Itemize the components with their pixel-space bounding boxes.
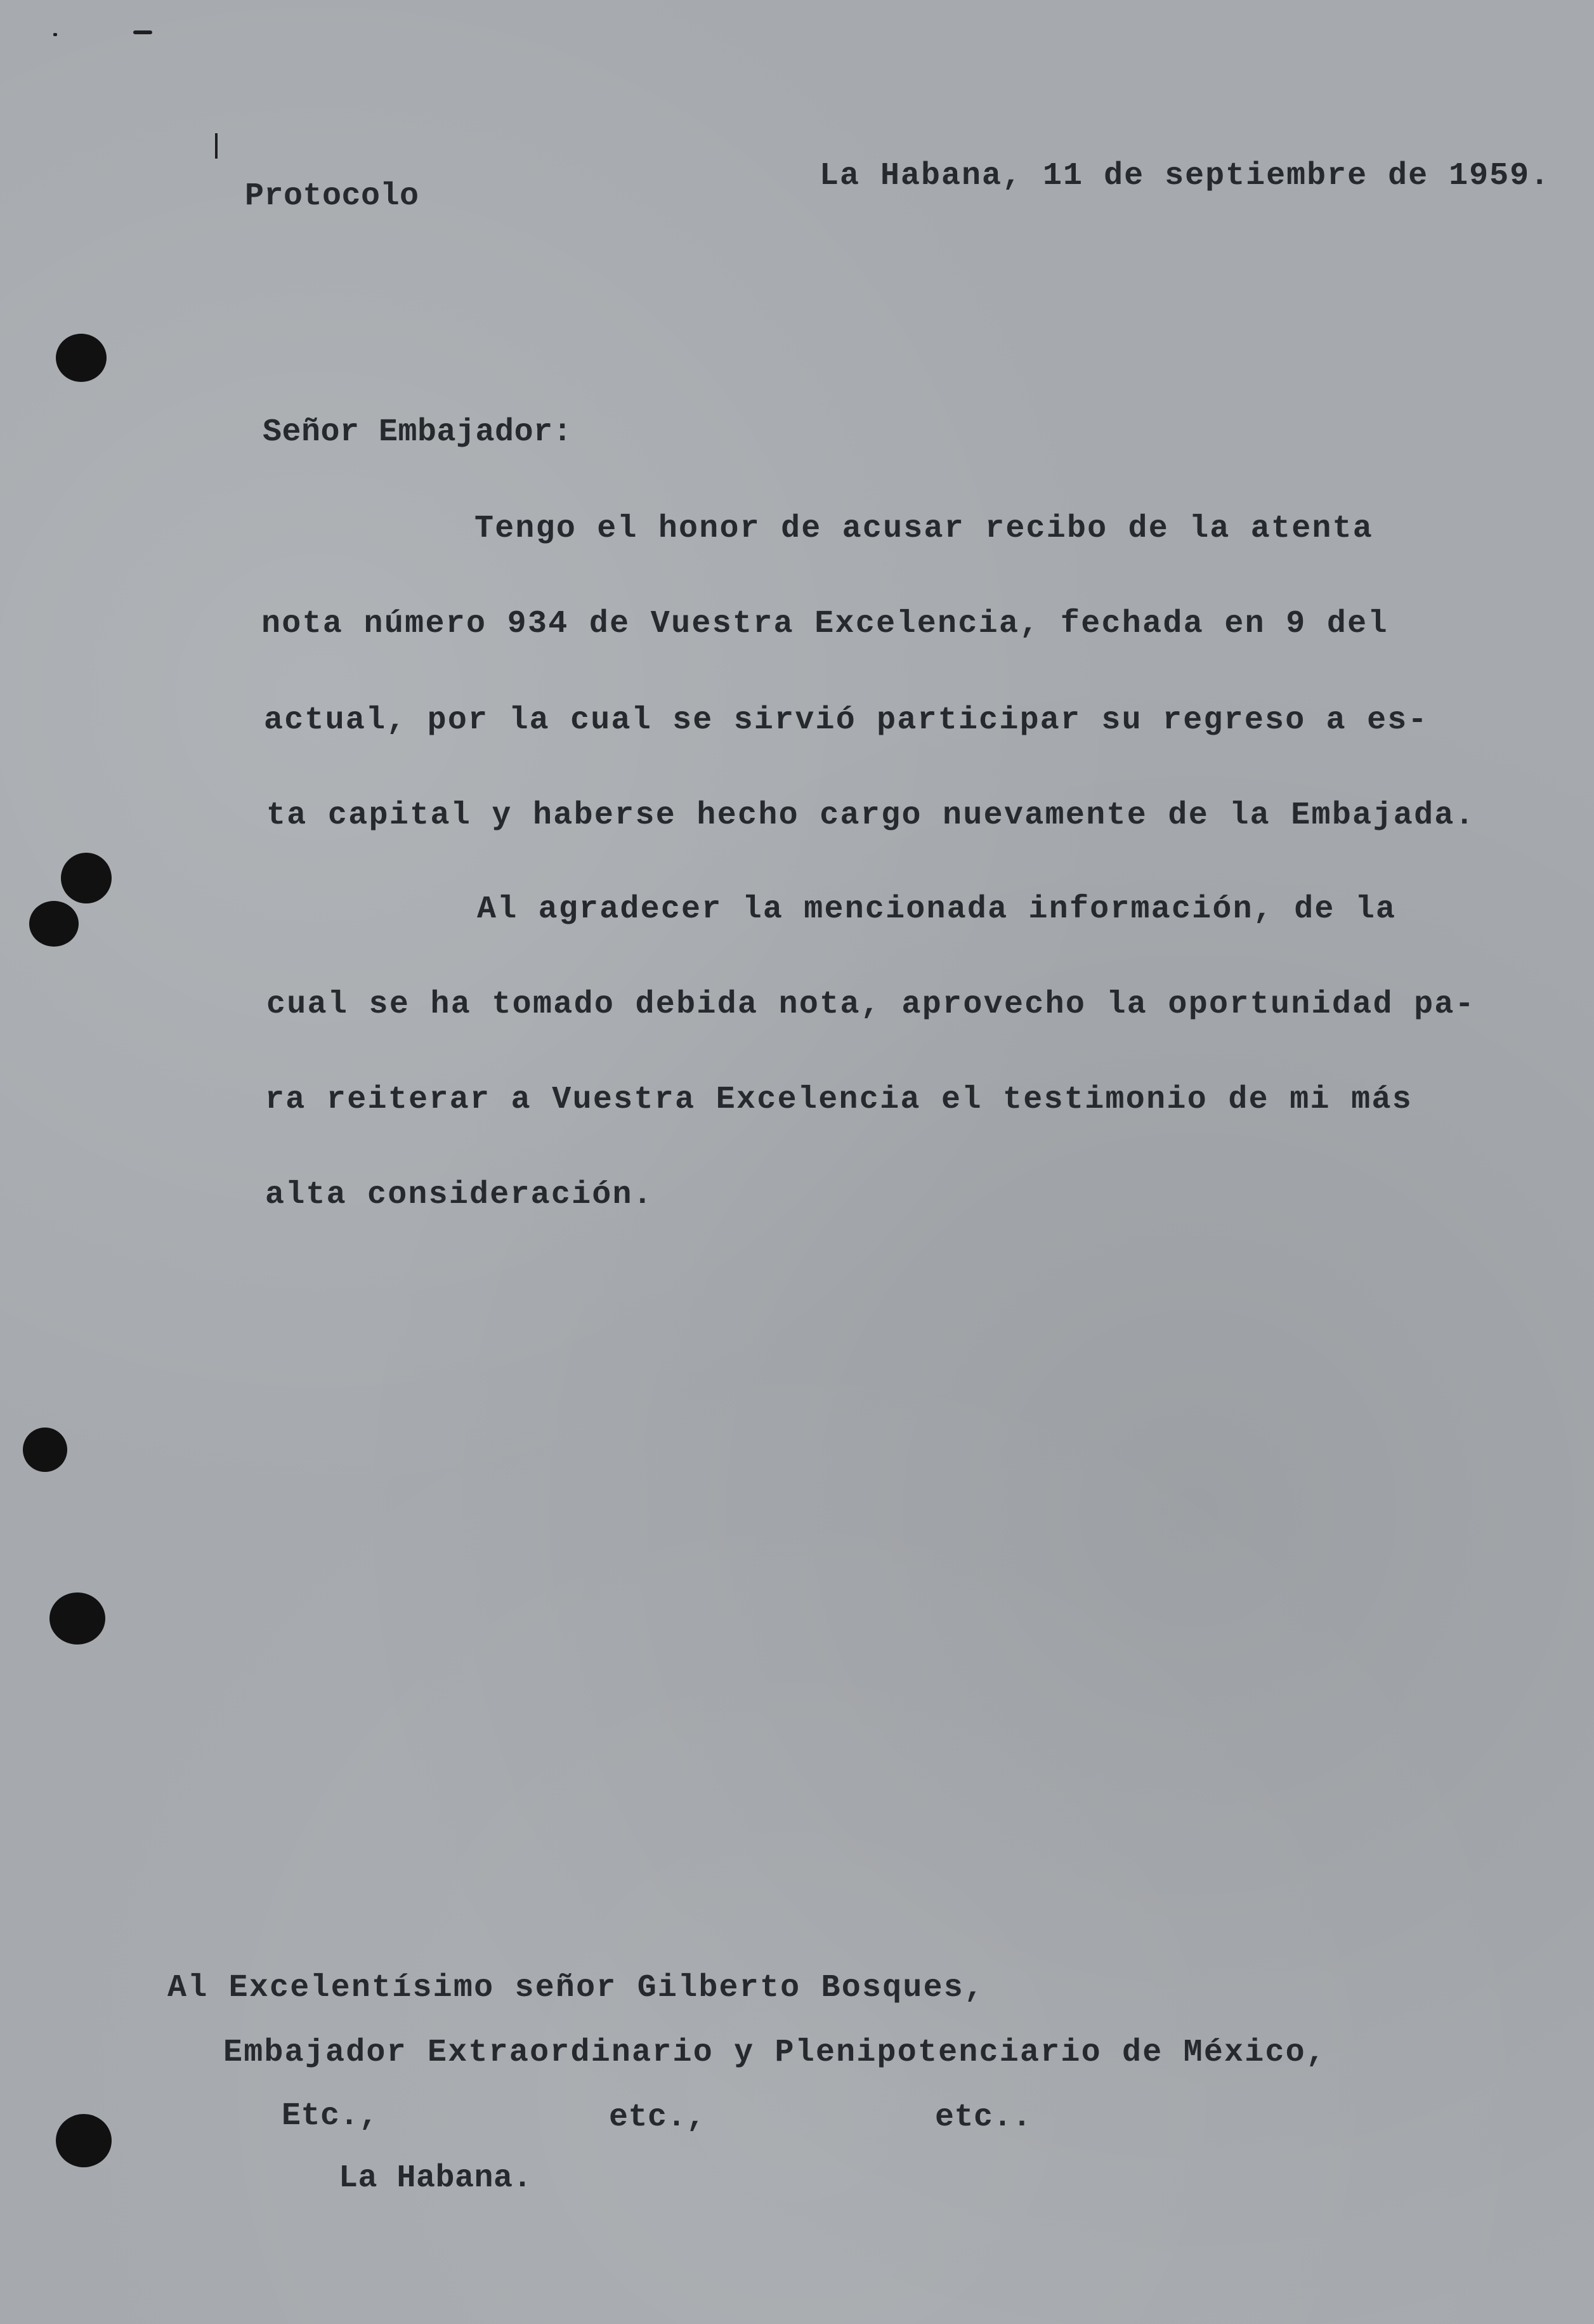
department-label: Protocolo (245, 178, 419, 214)
place-date: La Habana, 11 de septiembre de 1959. (820, 158, 1551, 194)
punch-hole (49, 1592, 105, 1645)
addressee-etc: etc., (609, 2099, 706, 2136)
addressee-line: Embajador Extraordinario y Plenipotenciario de México, (223, 2035, 1327, 2071)
ink-mark (133, 30, 152, 34)
ink-mark (215, 133, 218, 159)
body-line: Tengo el honor de acusar recibo de la atenta (474, 511, 1374, 547)
punch-hole (29, 901, 79, 947)
salutation: Señor Embajador: (263, 414, 573, 450)
body-line: Al agradecer la mencionada información, de la (477, 891, 1397, 928)
addressee-etc: Etc., (282, 2098, 379, 2134)
addressee-etc: etc.. (935, 2099, 1032, 2136)
body-line: actual, por la cual se sirvió participar su regreso a es- (264, 702, 1428, 739)
body-line: cual se ha tomado debida nota, aprovecho la oportunidad pa- (266, 987, 1475, 1023)
punch-hole (23, 1428, 67, 1472)
punch-hole (56, 2114, 112, 2167)
addressee-line: Al Excelentísimo señor Gilberto Bosques, (167, 1970, 985, 2006)
ink-mark (53, 33, 57, 36)
punch-hole (56, 334, 107, 382)
punch-hole (61, 853, 112, 903)
body-line: ra reiterar a Vuestra Excelencia el testimonio de mi más (265, 1082, 1413, 1118)
body-line: nota número 934 de Vuestra Excelencia, fechada en 9 del (261, 606, 1388, 642)
addressee-city: La Habana. (339, 2160, 533, 2196)
body-line: alta consideración. (265, 1177, 653, 1213)
body-line: ta capital y haberse hecho cargo nuevamente de la Embajada. (266, 798, 1475, 834)
